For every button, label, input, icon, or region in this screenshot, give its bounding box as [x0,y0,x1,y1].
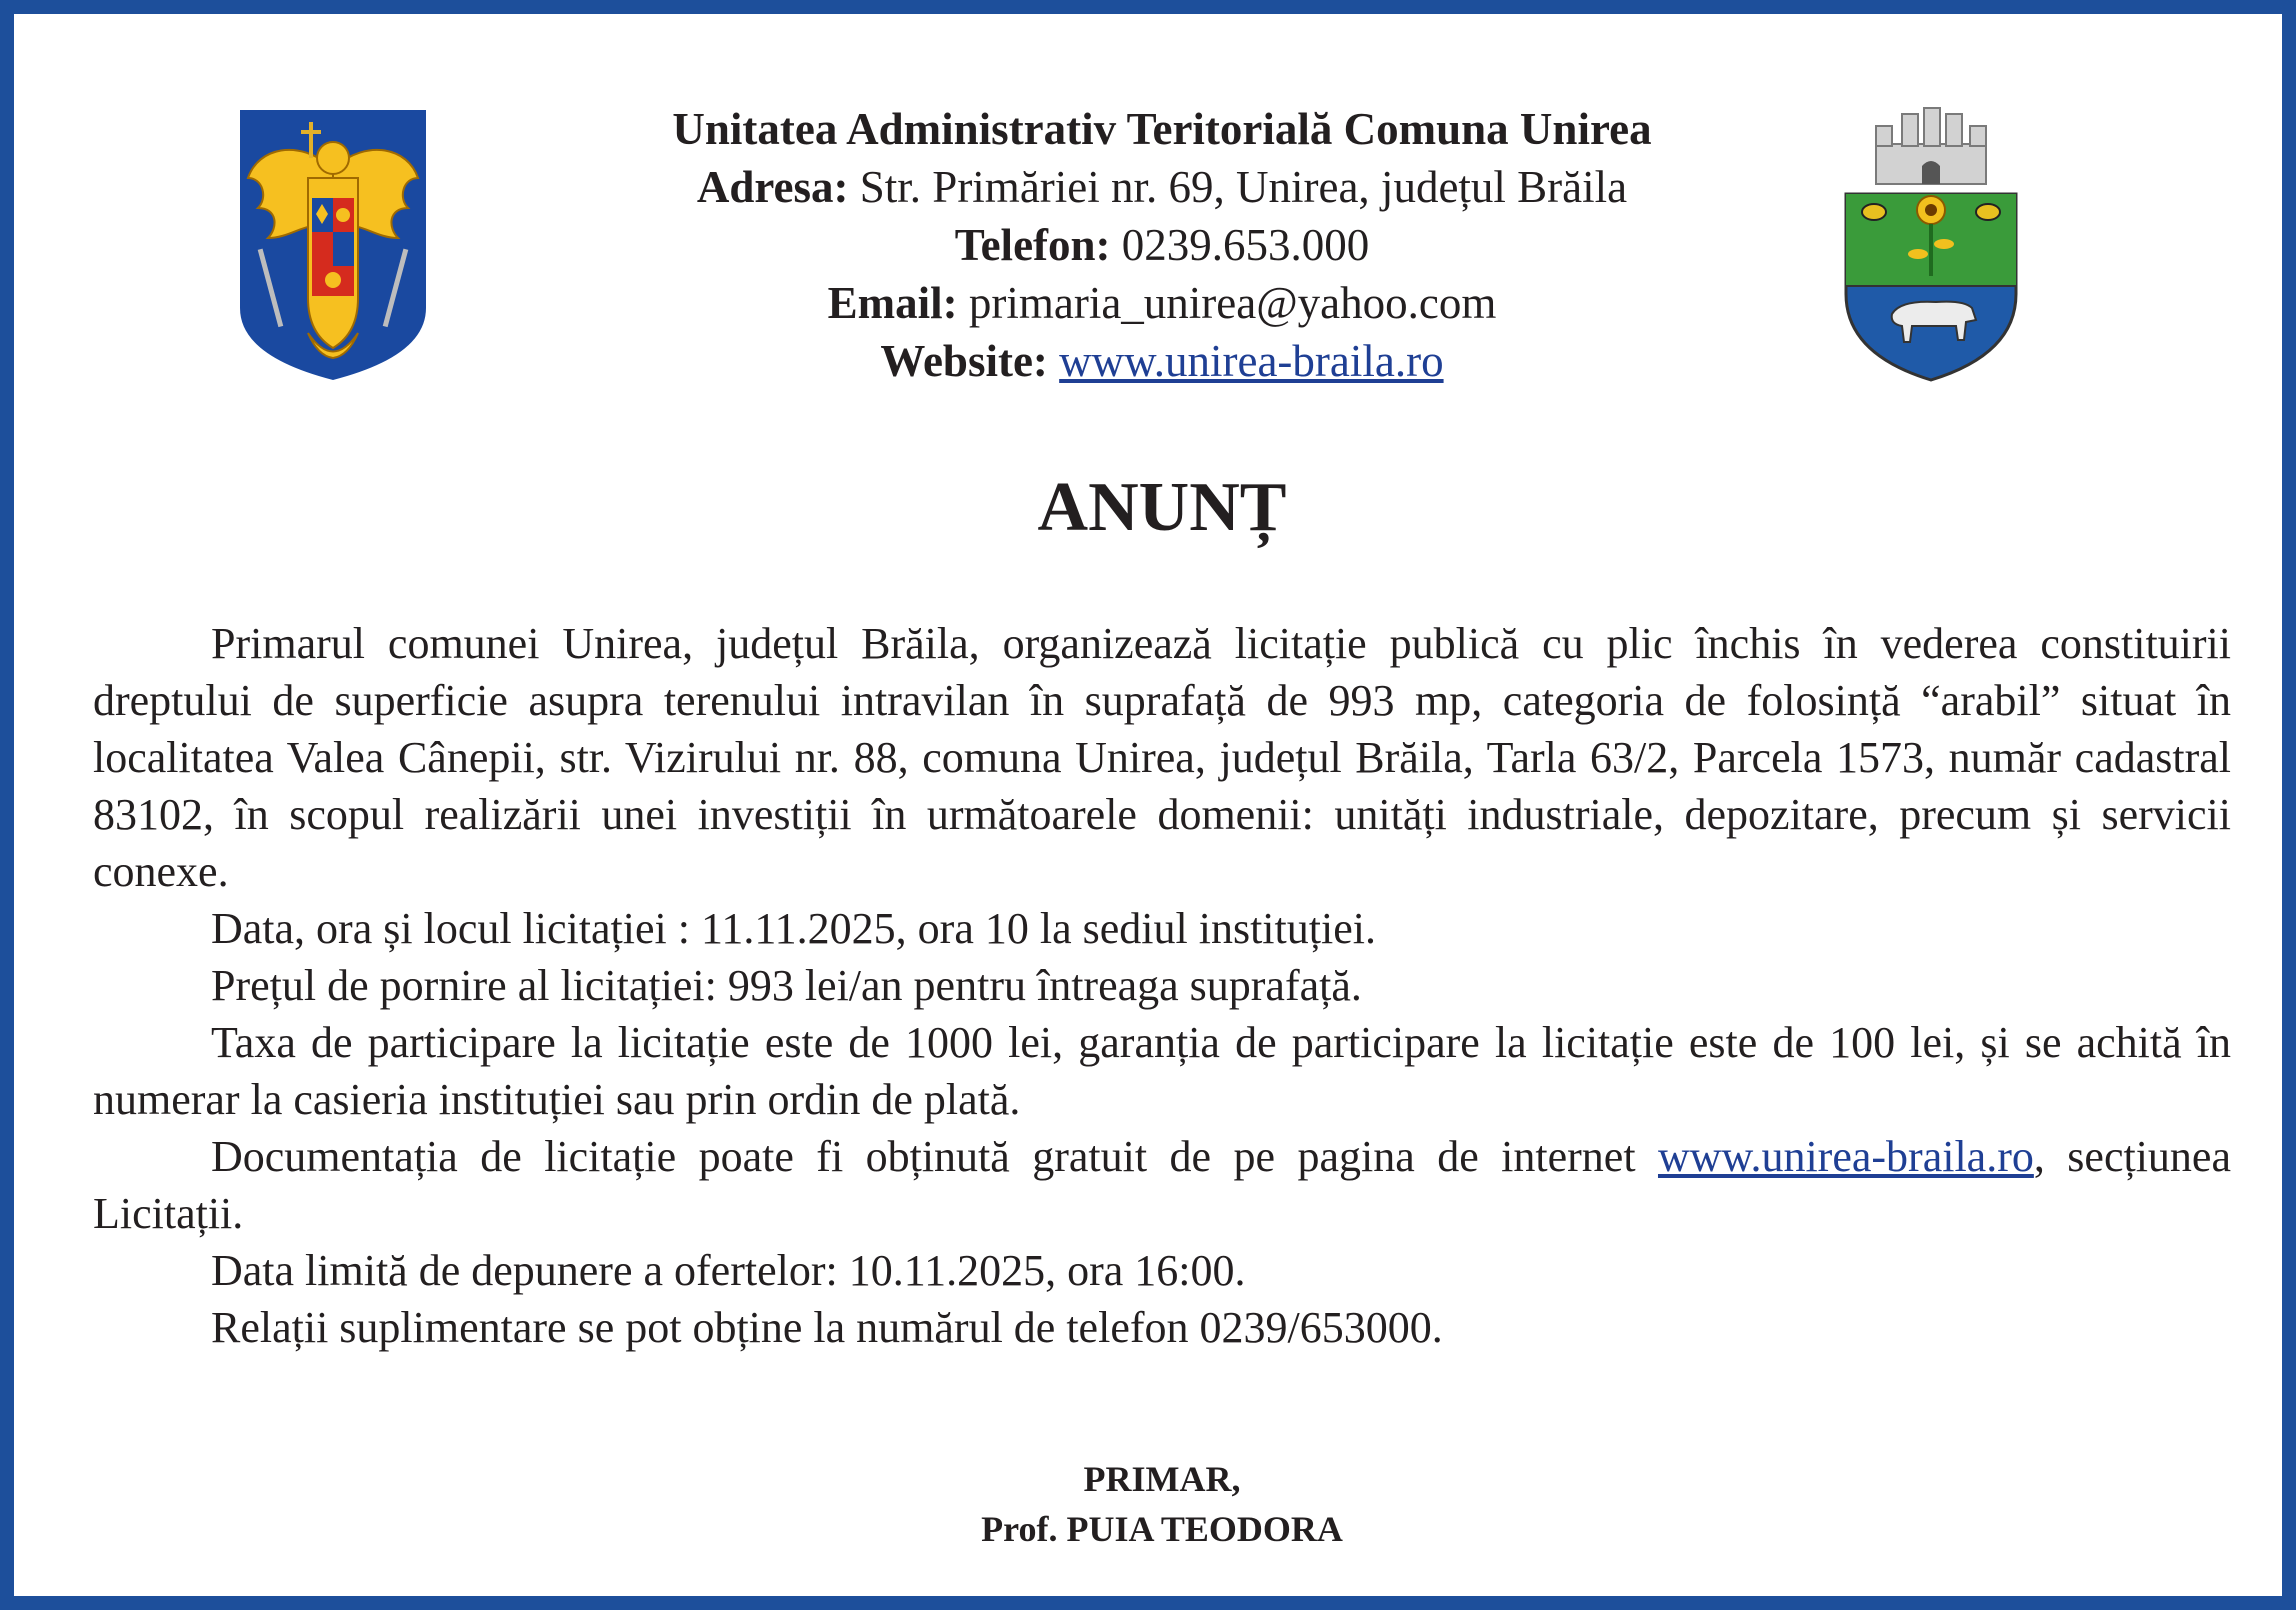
romania-coat-of-arms-icon [238,108,428,382]
phone-value: 0239.653.000 [1121,220,1370,270]
institution-header [514,100,1810,390]
website-label: Website: [880,336,1048,386]
signature-block [14,1454,2296,1554]
paragraph-documentation [93,1128,2231,1242]
announcement-title: ANUNȚ [1037,469,1287,546]
paragraph-auction-object: Primarul comunei Unirea, județul Brăila, organizează licitație publică cu plic închis în vederea constituirii dreptului de superficie asupra terenului intravilan în suprafață de 993 mp, categoria de folosință “arabil” situat în localitatea Valea Cânepii, str. Vizirului nr. 88, comuna Unirea, județul Brăila, Tarla 63/2, Parcela 1573, număr cadastral 83102, în scopul realizării unei investiții în următoarele domenii: unități industriale, depozitare, precum și servicii conexe. [93,619,2231,896]
institution-name: Unitatea Administrativ Teritorială Comuna Unirea [672,104,1652,154]
signature-name: Prof. PUIA TEODORA [981,1509,1343,1549]
paragraph-auction-date: Data, ora și locul licitației : 11.11.2025, ora 10 la sediul instituției. [211,904,1376,953]
paragraph-deadline: Data limită de depunere a ofertelor: 10.11.2025, ora 16:00. [211,1246,1246,1295]
email-value: primaria_unirea@yahoo.com [968,278,1497,328]
documentation-section: , secțiunea Licitații. [93,1132,2231,1238]
email-label: Email: [827,278,958,328]
paragraph-starting-price: Prețul de pornire al licitației: 993 lei/an pentru întreaga suprafață. [211,961,1362,1010]
documentation-link[interactable]: www.unirea-braila.ro [1657,1132,2034,1181]
paragraph-fees: Taxa de participare la licitație este de 1000 lei, garanția de participare la licitație este de 100 lei, și se achită în numerar la casieria instituției sau prin ordin de plată. [93,1018,2231,1124]
announcement-body [93,615,2231,1356]
documentation-text: Documentația de licitație poate fi obținută gratuit de pe pagina de internet [211,1132,1658,1181]
address-label: Adresa: [696,162,849,212]
signature-role: PRIMAR, [1083,1459,1241,1499]
paragraph-contact: Relații suplimentare se pot obține la numărul de telefon 0239/653000. [211,1303,1443,1352]
address-value: Str. Primăriei nr. 69, Unirea, județul Brăila [859,162,1628,212]
phone-label: Telefon: [954,220,1111,270]
website-link[interactable]: www.unirea-braila.ro [1059,336,1444,386]
unirea-commune-coat-of-arms-icon [1840,104,2022,384]
